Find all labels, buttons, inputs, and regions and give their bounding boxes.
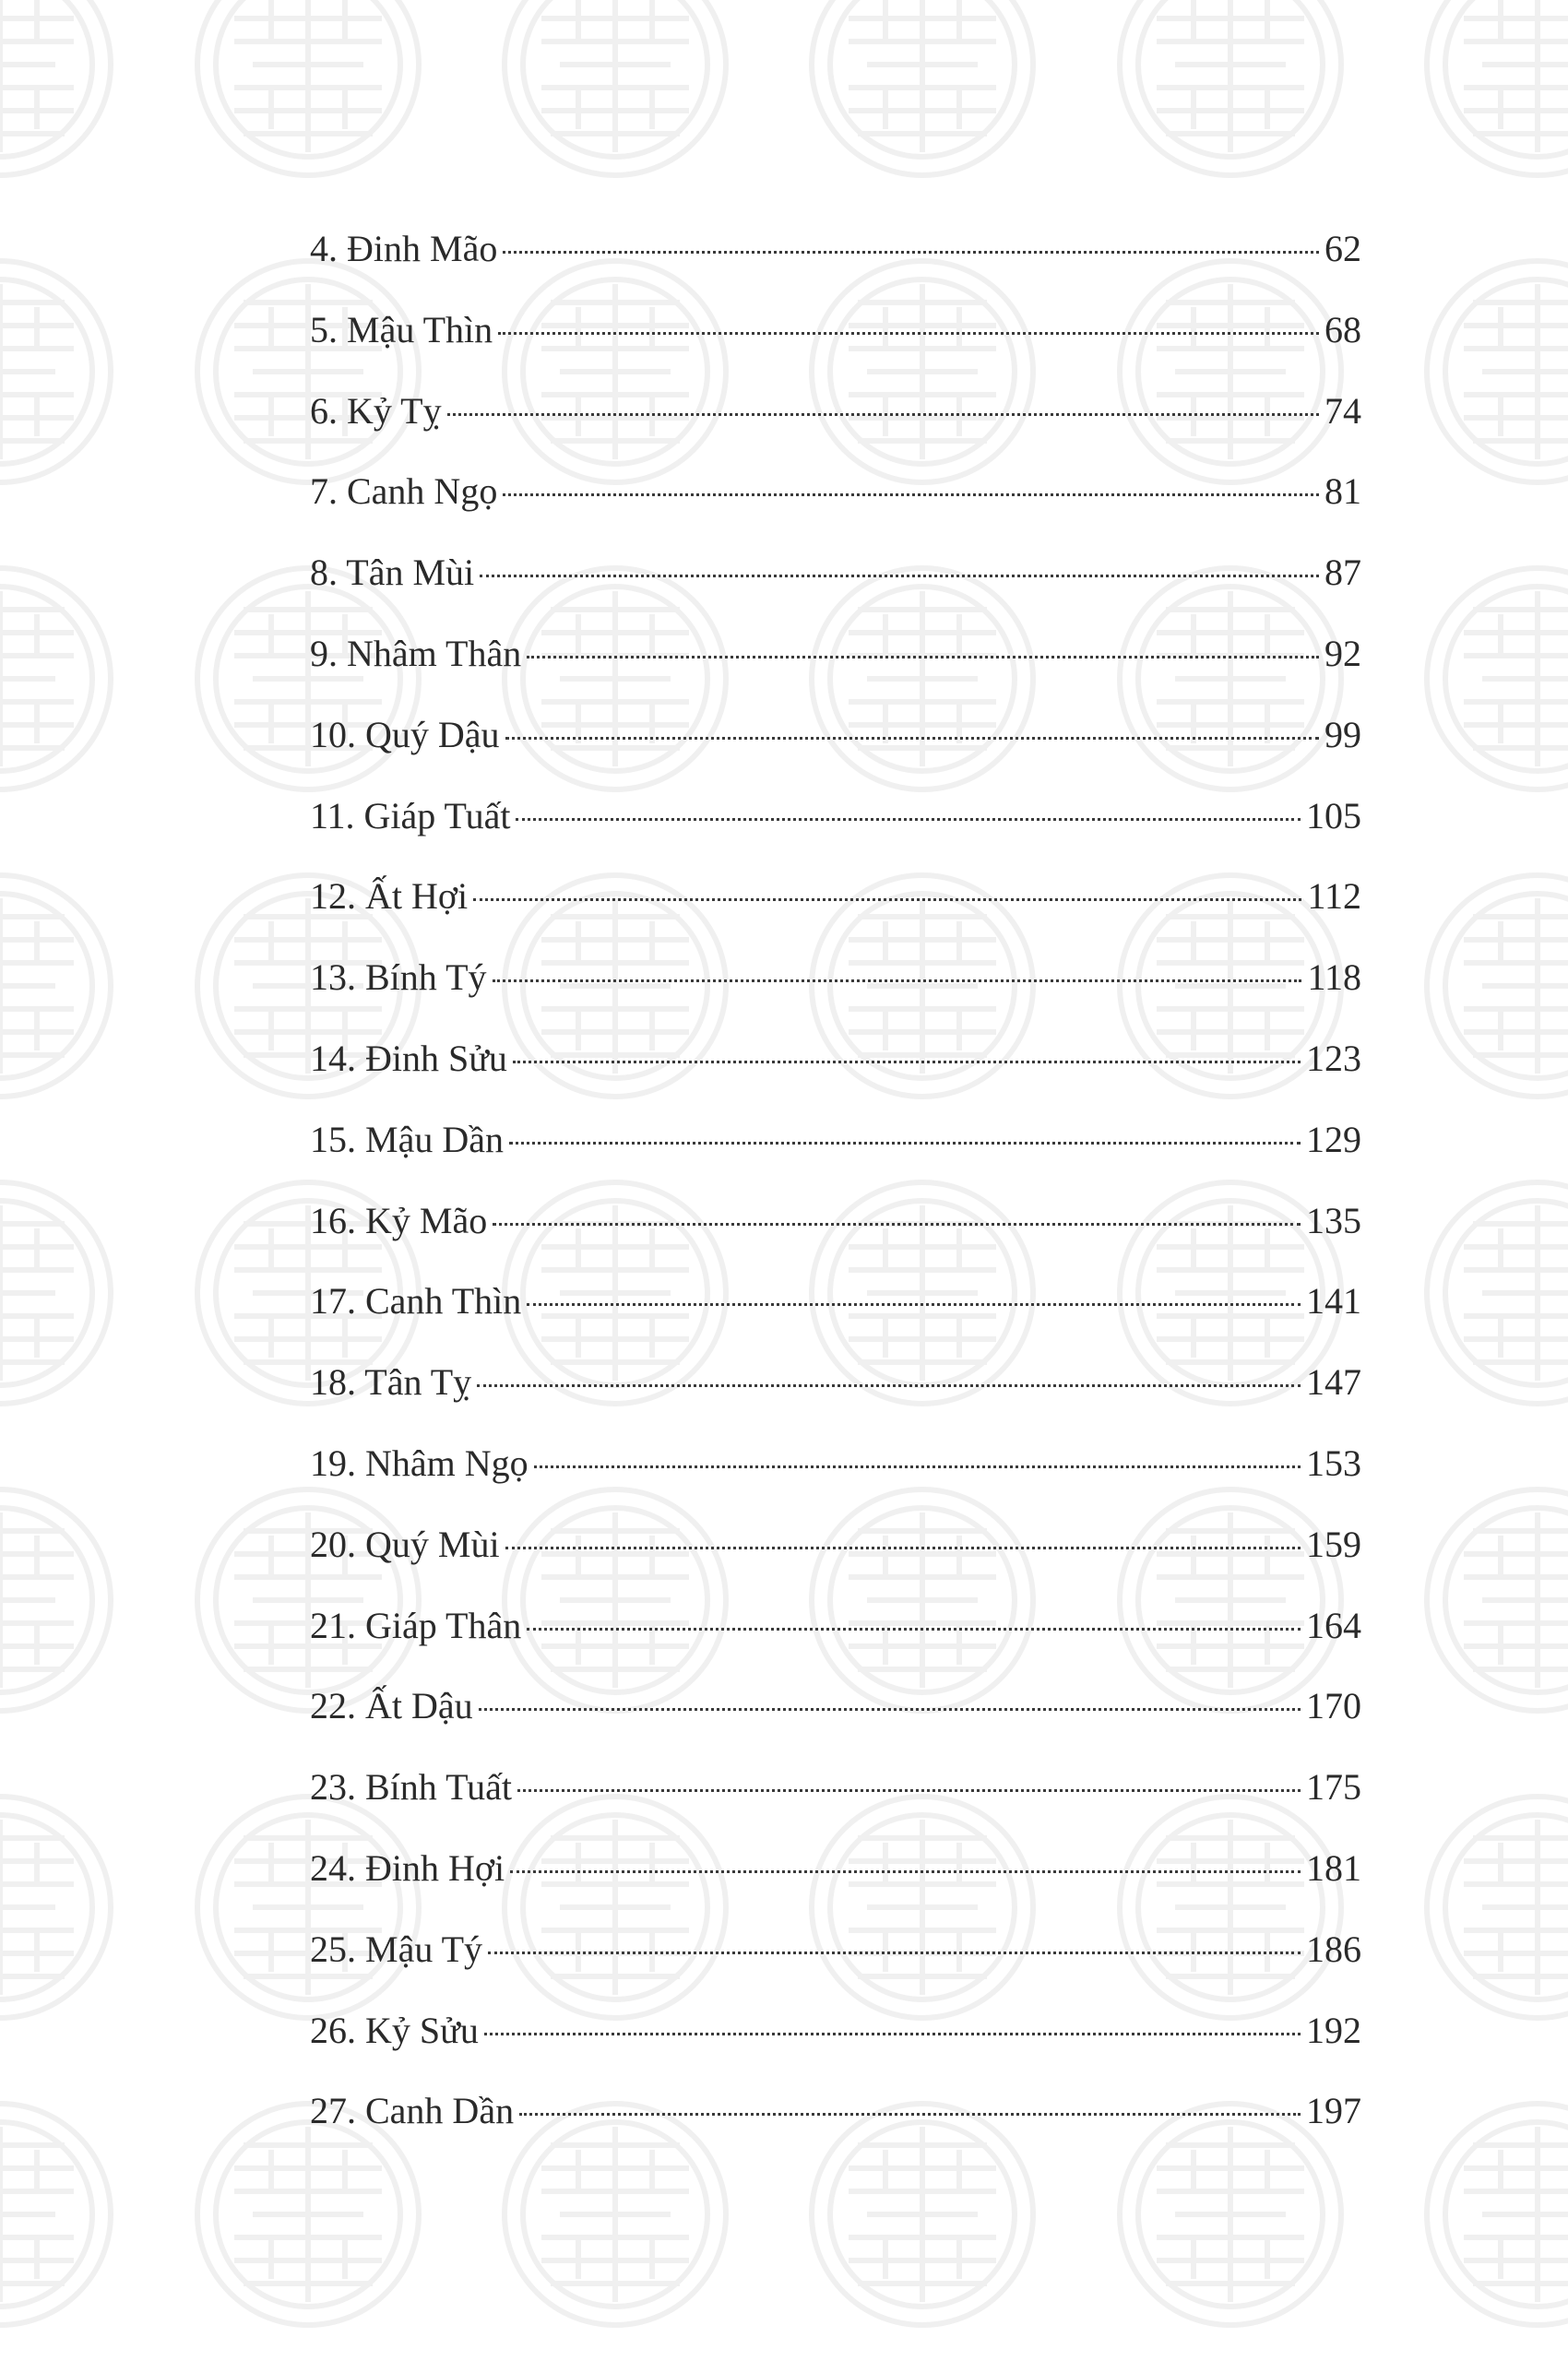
toc-entry-page-number: 112 xyxy=(1307,875,1361,918)
toc-entry-page-number: 123 xyxy=(1306,1037,1361,1079)
pattern-motif xyxy=(1427,2104,1568,2325)
dot-leader xyxy=(527,1303,1301,1306)
toc-entry-title: 20. Quý Mùi xyxy=(310,1523,500,1565)
pattern-motif xyxy=(0,2104,111,2325)
toc-entry[interactable] xyxy=(310,221,1361,303)
dot-leader xyxy=(505,737,1319,740)
toc-entry-page-number: 192 xyxy=(1306,2009,1361,2051)
dot-leader xyxy=(513,1061,1301,1063)
dot-leader xyxy=(510,1870,1301,1873)
toc-entry-page-number: 197 xyxy=(1306,2090,1361,2132)
pattern-motif xyxy=(1427,1489,1568,1711)
toc-entry[interactable] xyxy=(310,303,1361,384)
dot-leader xyxy=(527,1628,1301,1631)
toc-entry-page-number: 68 xyxy=(1324,308,1361,350)
toc-entry-title: 24. Đinh Hợi xyxy=(310,1846,505,1889)
dot-leader xyxy=(477,1384,1301,1387)
dot-leader xyxy=(479,1708,1301,1711)
dot-leader xyxy=(534,1465,1301,1468)
toc-entry[interactable] xyxy=(310,1436,1361,1517)
toc-entry-title: 10. Quý Dậu xyxy=(310,713,500,755)
toc-entry[interactable] xyxy=(310,1274,1361,1355)
dot-leader xyxy=(480,575,1319,577)
toc-entry[interactable] xyxy=(310,1517,1361,1598)
dot-leader xyxy=(503,251,1319,254)
dot-leader xyxy=(509,1142,1301,1145)
pattern-motif xyxy=(0,568,111,789)
pattern-motif xyxy=(0,0,111,175)
dot-leader xyxy=(493,979,1302,982)
toc-entry-page-number: 74 xyxy=(1324,389,1361,432)
toc-entry-page-number: 153 xyxy=(1306,1442,1361,1484)
toc-entry[interactable] xyxy=(310,384,1361,465)
toc-entry-title: 12. Ất Hợi xyxy=(310,875,469,918)
pattern-motif xyxy=(1120,0,1341,175)
dot-leader xyxy=(516,818,1301,821)
toc-entry[interactable] xyxy=(310,1355,1361,1436)
toc-entry-page-number: 129 xyxy=(1306,1118,1361,1160)
toc-entry[interactable] xyxy=(310,1031,1361,1112)
toc-entry[interactable] xyxy=(310,2083,1361,2165)
dot-leader xyxy=(493,1223,1301,1226)
toc-entry-page-number: 99 xyxy=(1324,713,1361,755)
toc-entry-page-number: 105 xyxy=(1306,794,1361,836)
toc-entry-title: 18. Tân Tỵ xyxy=(310,1361,472,1404)
pattern-motif xyxy=(0,1797,111,2018)
dot-leader xyxy=(488,1952,1301,1954)
table-of-contents xyxy=(310,221,1361,2165)
toc-entry[interactable] xyxy=(310,950,1361,1031)
toc-entry-page-number: 186 xyxy=(1306,1928,1361,1970)
toc-entry-title: 21. Giáp Thân xyxy=(310,1604,522,1646)
toc-entry-title: 23. Bính Tuất xyxy=(310,1766,512,1809)
pattern-motif xyxy=(1427,568,1568,789)
pattern-motif xyxy=(1427,261,1568,482)
toc-entry[interactable] xyxy=(310,1841,1361,1922)
toc-entry-title: 27. Canh Dần xyxy=(310,2090,515,2132)
toc-entry-title: 22. Ất Dậu xyxy=(310,1685,473,1727)
toc-entry[interactable] xyxy=(310,2003,1361,2084)
pattern-motif xyxy=(1427,0,1568,175)
toc-entry-page-number: 81 xyxy=(1324,470,1361,513)
dot-leader xyxy=(527,656,1319,658)
toc-entry[interactable] xyxy=(310,869,1361,950)
toc-entry-title: 7. Canh Ngọ xyxy=(310,470,498,513)
pattern-motif xyxy=(812,0,1033,175)
toc-entry-page-number: 118 xyxy=(1307,956,1361,999)
dot-leader xyxy=(473,898,1301,901)
pattern-motif xyxy=(197,0,419,175)
toc-entry[interactable] xyxy=(310,464,1361,545)
toc-entry-page-number: 87 xyxy=(1324,552,1361,594)
dot-leader xyxy=(484,2033,1301,2035)
toc-entry-title: 19. Nhâm Ngọ xyxy=(310,1442,529,1484)
toc-entry-page-number: 147 xyxy=(1306,1361,1361,1404)
pattern-motif xyxy=(0,1489,111,1711)
pattern-motif xyxy=(0,261,111,482)
toc-entry-page-number: 159 xyxy=(1306,1523,1361,1565)
toc-entry-title: 5. Mậu Thìn xyxy=(310,308,493,350)
toc-entry-page-number: 181 xyxy=(1306,1846,1361,1889)
dot-leader xyxy=(519,2113,1301,2116)
toc-entry[interactable] xyxy=(310,545,1361,626)
toc-entry-title: 17. Canh Thìn xyxy=(310,1280,522,1323)
toc-entry-title: 26. Kỷ Sửu xyxy=(310,2009,479,2051)
toc-entry-title: 16. Kỷ Mão xyxy=(310,1199,488,1241)
toc-entry[interactable] xyxy=(310,1193,1361,1275)
toc-entry-title: 14. Đinh Sửu xyxy=(310,1037,507,1079)
toc-entry-title: 8. Tân Mùi xyxy=(310,552,475,594)
toc-entry-page-number: 175 xyxy=(1306,1766,1361,1809)
toc-entry-title: 4. Đinh Mão xyxy=(310,228,498,269)
toc-entry-page-number: 141 xyxy=(1306,1280,1361,1323)
toc-entry[interactable] xyxy=(310,1112,1361,1193)
toc-entry[interactable] xyxy=(310,626,1361,707)
toc-entry-page-number: 170 xyxy=(1306,1685,1361,1727)
pattern-motif xyxy=(1427,1182,1568,1404)
pattern-motif xyxy=(505,0,726,175)
dot-leader xyxy=(503,493,1319,496)
pattern-motif xyxy=(0,875,111,1097)
toc-entry[interactable] xyxy=(310,1922,1361,2003)
toc-entry[interactable] xyxy=(310,1598,1361,1679)
toc-entry-page-number: 92 xyxy=(1324,632,1361,674)
toc-entry-title: 6. Kỷ Tỵ xyxy=(310,389,442,432)
toc-entry-page-number: 164 xyxy=(1306,1604,1361,1646)
toc-entry-title: 13. Bính Tý xyxy=(310,956,487,999)
dot-leader xyxy=(498,332,1319,335)
toc-entry[interactable] xyxy=(310,707,1361,789)
pattern-motif xyxy=(1427,1797,1568,2018)
toc-entry[interactable] xyxy=(310,1760,1361,1841)
toc-entry-page-number: 135 xyxy=(1306,1199,1361,1241)
toc-entry[interactable] xyxy=(310,789,1361,870)
pattern-motif xyxy=(1427,875,1568,1097)
dot-leader xyxy=(447,413,1319,416)
dot-leader xyxy=(517,1789,1301,1792)
toc-entry-title: 9. Nhâm Thân xyxy=(310,632,522,674)
pattern-motif xyxy=(0,1182,111,1404)
toc-entry-title: 25. Mậu Tý xyxy=(310,1928,483,1970)
dot-leader xyxy=(505,1547,1301,1549)
toc-entry-title: 15. Mậu Dần xyxy=(310,1118,504,1160)
toc-entry[interactable] xyxy=(310,1679,1361,1760)
toc-entry-page-number: 62 xyxy=(1324,228,1361,269)
toc-entry-title: 11. Giáp Tuất xyxy=(310,794,511,836)
